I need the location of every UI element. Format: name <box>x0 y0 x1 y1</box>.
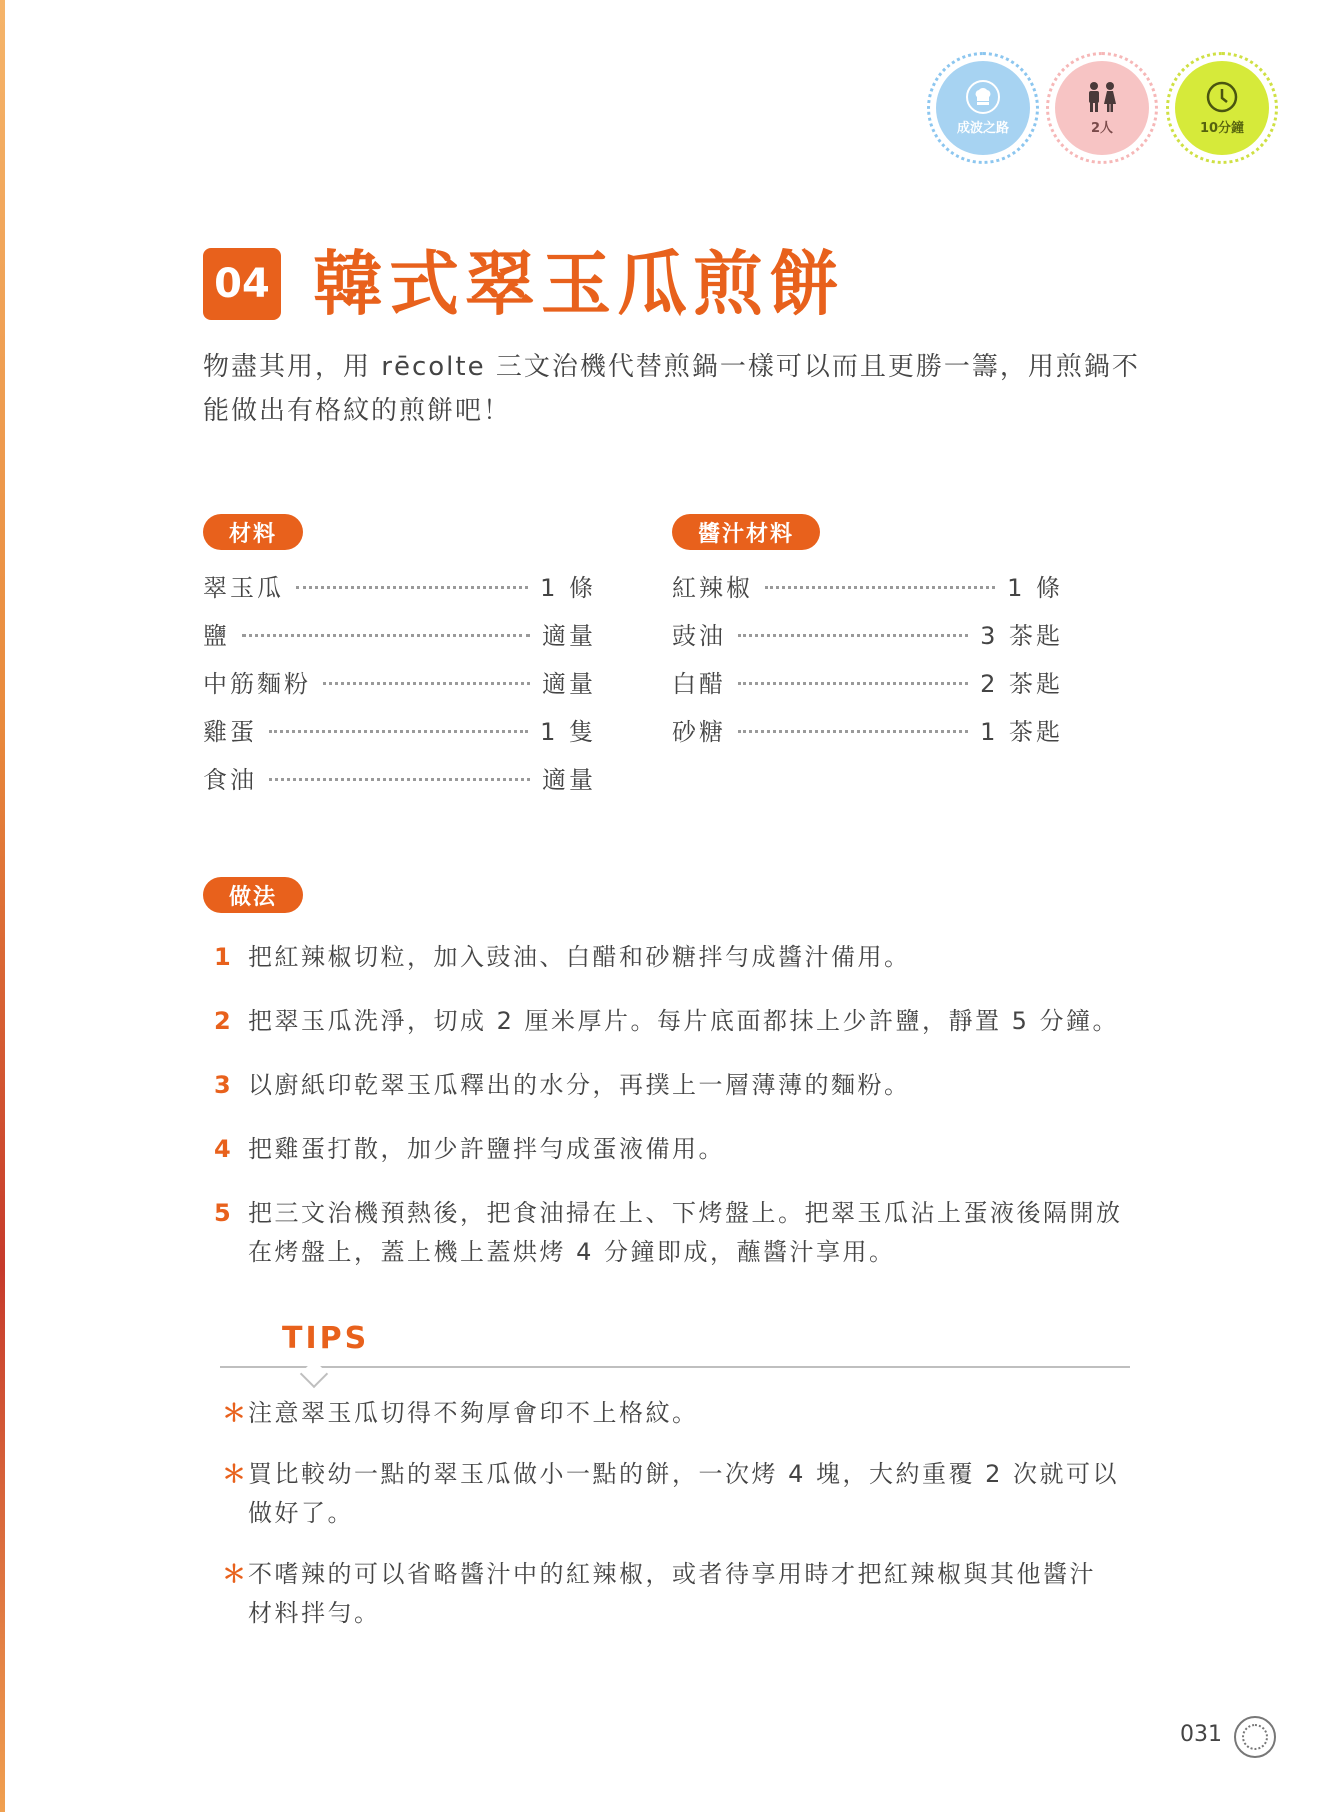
ingredient-amount: 適量 <box>542 669 596 698</box>
step-text: 把雞蛋打散，加少許鹽拌勻成蛋液備用。 <box>248 1135 725 1163</box>
sauce-row <box>672 561 1063 609</box>
page-emblem-icon <box>1234 1716 1276 1758</box>
sauce-name: 白醋 <box>672 669 726 698</box>
method-step <box>214 1066 1124 1105</box>
tips-divider-notch <box>300 1360 328 1388</box>
asterisk-bullet-icon: ＊ <box>222 1560 249 1588</box>
tips-list <box>222 1394 1122 1655</box>
dot-leader <box>738 634 968 637</box>
sauce-amount: 2 茶匙 <box>980 669 1063 698</box>
ingredient-name: 翠玉瓜 <box>203 573 284 602</box>
time-label: 10分鐘 <box>1199 121 1245 136</box>
step-number: 4 <box>214 1135 234 1163</box>
time-badge <box>1166 52 1278 164</box>
recipe-number: 04 <box>203 248 281 320</box>
sauce-list <box>672 561 1063 753</box>
method-steps <box>214 938 1124 1297</box>
page-edge-strip <box>0 0 5 1812</box>
ingredient-amount: 1 隻 <box>540 717 596 746</box>
difficulty-label: 成波之路 <box>956 121 1009 136</box>
ingredient-row <box>203 561 596 609</box>
step-number: 5 <box>214 1199 234 1227</box>
asterisk-bullet-icon: ＊ <box>222 1399 249 1427</box>
sauce-row <box>672 657 1063 705</box>
tip-text: 注意翠玉瓜切得不夠厚會印不上格紋。 <box>248 1399 699 1427</box>
sauce-heading: 醬汁材料 <box>672 514 820 550</box>
ingredient-row <box>203 705 596 753</box>
sauce-row <box>672 705 1063 753</box>
ingredient-name: 雞蛋 <box>203 717 257 746</box>
step-text: 把三文治機預熱後，把食油掃在上、下烤盤上。把翠玉瓜沾上蛋液後隔開放在烤盤上，蓋上機上蓋烘烤 4 分鐘即成，蘸醬汁享用。 <box>248 1199 1123 1266</box>
dot-leader <box>738 682 968 685</box>
ingredient-amount: 適量 <box>542 621 596 650</box>
sauce-row <box>672 609 1063 657</box>
sauce-amount: 1 茶匙 <box>980 717 1063 746</box>
sauce-name: 豉油 <box>672 621 726 650</box>
servings-label: 2人 <box>1090 121 1114 136</box>
step-text: 以廚紙印乾翠玉瓜釋出的水分，再撲上一層薄薄的麵粉。 <box>248 1071 911 1099</box>
ingredient-row <box>203 657 596 705</box>
recipe-title-row <box>203 243 845 325</box>
tip-item <box>222 1394 1122 1433</box>
method-step <box>214 1130 1124 1169</box>
clock-icon <box>1205 80 1239 114</box>
ingredient-row <box>203 609 596 657</box>
ingredient-amount: 1 條 <box>540 573 596 602</box>
ingredient-amount: 適量 <box>542 765 596 794</box>
tip-text: 買比較幼一點的翠玉瓜做小一點的餅，一次烤 4 塊，大約重覆 2 次就可以做好了。 <box>248 1460 1120 1527</box>
tip-item <box>222 1455 1122 1533</box>
step-number: 2 <box>214 1007 234 1035</box>
sauce-amount: 3 茶匙 <box>980 621 1063 650</box>
dot-leader <box>765 586 995 589</box>
ingredient-name: 食油 <box>203 765 257 794</box>
tips-heading: TIPS <box>282 1321 370 1356</box>
difficulty-badge <box>927 52 1039 164</box>
sauce-name: 砂糖 <box>672 717 726 746</box>
recipe-intro: 物盡其用，用 rēcolte 三文治機代替煎鍋一樣可以而且更勝一籌，用煎鍋不能做出有格紋的煎餅吧！ <box>203 352 1140 426</box>
method-step <box>214 1002 1124 1041</box>
step-text: 把翠玉瓜洗淨，切成 2 厘米厚片。每片底面都抹上少許鹽，靜置 5 分鐘。 <box>248 1007 1120 1035</box>
step-number: 3 <box>214 1071 234 1099</box>
tip-text: 不嗜辣的可以省略醬汁中的紅辣椒，或者待享用時才把紅辣椒與其他醬汁材料拌勻。 <box>248 1560 1096 1627</box>
asterisk-bullet-icon: ＊ <box>222 1460 249 1488</box>
ingredient-name: 鹽 <box>203 621 230 650</box>
dot-leader <box>269 778 530 781</box>
dot-leader <box>738 730 968 733</box>
dot-leader <box>296 586 528 589</box>
servings-badge <box>1046 52 1158 164</box>
method-step <box>214 1194 1124 1272</box>
step-number: 1 <box>214 943 234 971</box>
tip-item <box>222 1555 1122 1633</box>
method-step <box>214 938 1124 977</box>
tips-divider <box>220 1366 1130 1368</box>
dot-leader <box>242 634 530 637</box>
dot-leader <box>269 730 528 733</box>
step-text: 把紅辣椒切粒，加入豉油、白醋和砂糖拌勻成醬汁備用。 <box>248 943 911 971</box>
ingredient-row <box>203 753 596 801</box>
people-icon <box>1082 80 1122 114</box>
ingredients-heading: 材料 <box>203 514 303 550</box>
recipe-title: 韓式翠玉瓜煎餅 <box>313 243 845 325</box>
ingredient-name: 中筋麵粉 <box>203 669 311 698</box>
sauce-amount: 1 條 <box>1007 573 1063 602</box>
method-heading: 做法 <box>203 877 303 913</box>
page-number: 031 <box>1180 1722 1222 1747</box>
ingredients-list <box>203 561 596 801</box>
dot-leader <box>323 682 530 685</box>
chef-hat-icon <box>966 80 1000 114</box>
sauce-name: 紅辣椒 <box>672 573 753 602</box>
